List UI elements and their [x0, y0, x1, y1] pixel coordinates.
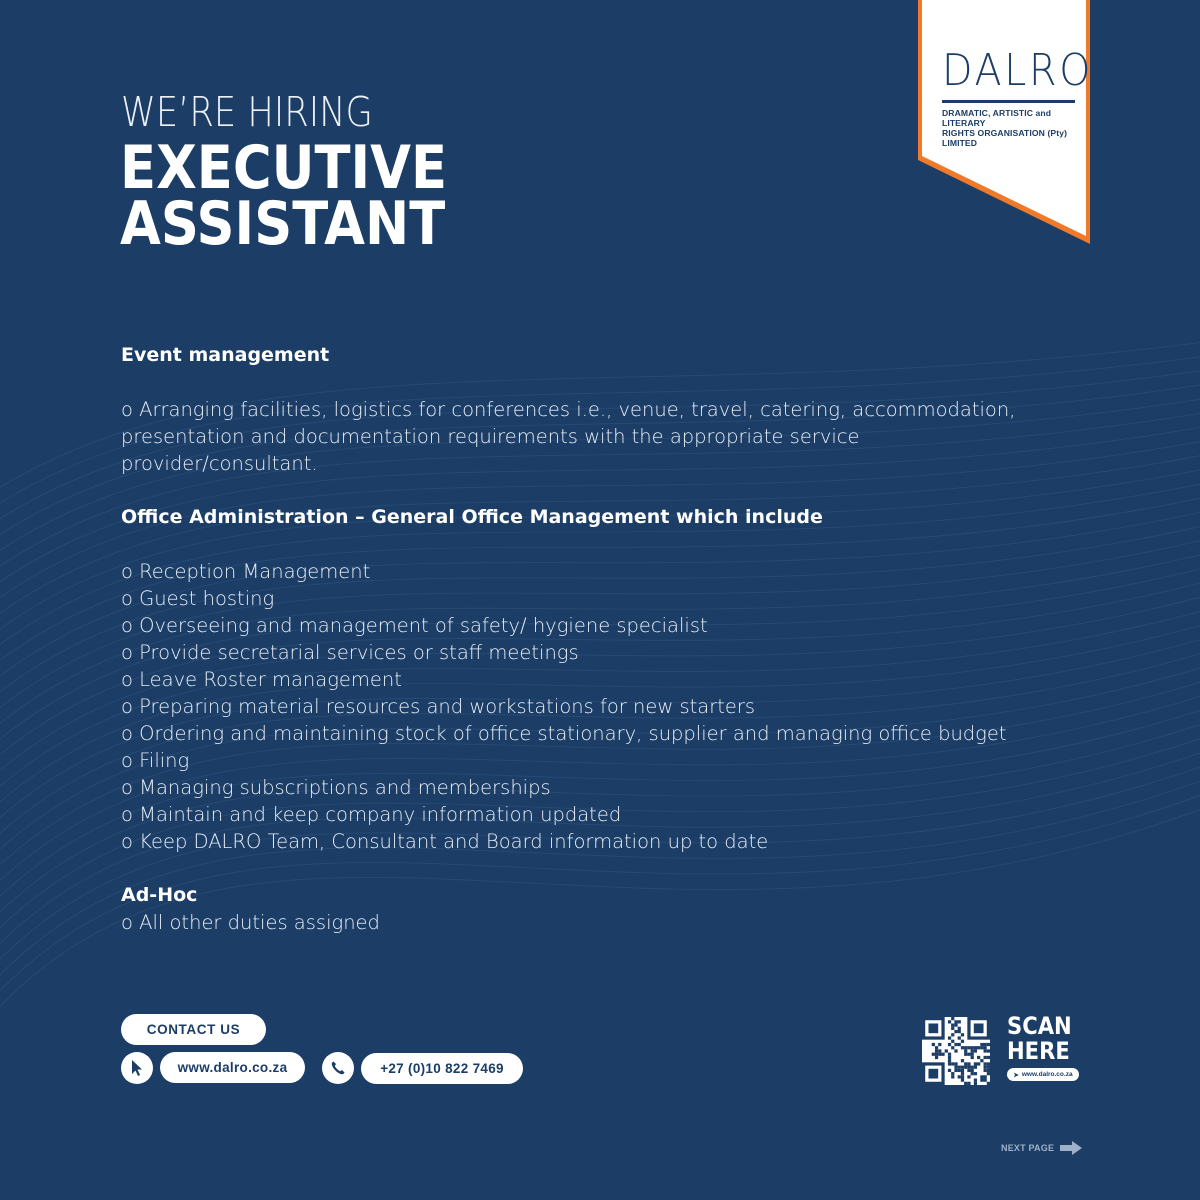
list-item: o Preparing material resources and workstations for new starters — [121, 695, 756, 718]
list-item: o Guest hosting — [121, 587, 275, 610]
list-item: o Arranging facilities, logistics for conferences i.e., venue, travel, catering, accommodation, presentation and documentation requirements with the appropriate service provider/consultant. — [121, 398, 1016, 475]
website-link[interactable]: www.dalro.co.za — [160, 1052, 305, 1083]
scan-url-pill[interactable] — [1007, 1068, 1079, 1081]
job-title — [120, 133, 448, 259]
logo-subtitle — [942, 108, 1077, 148]
phone-icon — [322, 1052, 354, 1084]
list-item: o Ordering and maintaining stock of office stationary, supplier and managing office budget — [121, 722, 1007, 745]
list-item: o Leave Roster management — [121, 668, 402, 691]
list-item: o Reception Management — [121, 560, 371, 583]
section-heading-office: Office Administration – General Office Management which include — [121, 506, 823, 528]
qr-code[interactable] — [922, 1017, 990, 1085]
job-description — [121, 342, 1021, 936]
logo-subtitle-line2: RIGHTS ORGANISATION (Pty) LIMITED — [942, 128, 1068, 148]
small-cursor-icon: ➤ — [1013, 1071, 1019, 1079]
logo-rule — [942, 100, 1075, 103]
list-item: o Provide secretarial services or staff meetings — [121, 641, 579, 664]
scan-here-label — [1007, 1014, 1072, 1064]
list-item: o Keep DALRO Team, Consultant and Board information up to date — [121, 830, 769, 853]
job-title-line1: EXECUTIVE — [120, 133, 448, 203]
cursor-icon — [121, 1052, 153, 1084]
logo-wordmark: DALRO — [942, 45, 1094, 96]
phone-number-link[interactable]: +27 (0)10 822 7469 — [361, 1053, 523, 1084]
list-item: o All other duties assigned — [121, 911, 380, 934]
job-title-line2: ASSISTANT — [120, 189, 446, 259]
hiring-eyebrow: WE’RE HIRING — [121, 88, 373, 136]
section-heading-event: Event management — [121, 344, 330, 366]
next-page-label: NEXT PAGE — [1001, 1143, 1055, 1153]
scan-line2: HERE — [1007, 1037, 1070, 1065]
next-page-link[interactable] — [1001, 1141, 1082, 1155]
section-heading-adhoc: Ad-Hoc — [121, 884, 198, 906]
scan-line1: SCAN — [1007, 1012, 1072, 1040]
logo-subtitle-line1: DRAMATIC, ARTISTIC and LITERARY — [942, 108, 1052, 128]
list-item: o Overseeing and management of safety/ hygiene specialist — [121, 614, 708, 637]
contact-us-button[interactable]: CONTACT US — [121, 1014, 266, 1045]
scan-url-text: www.dalro.co.za — [1021, 1071, 1073, 1078]
list-item: o Filing — [121, 749, 190, 772]
arrow-right-icon — [1060, 1141, 1082, 1155]
list-item: o Maintain and keep company information updated — [121, 803, 622, 826]
dalro-logo — [942, 45, 1094, 148]
list-item: o Managing subscriptions and memberships — [121, 776, 551, 799]
